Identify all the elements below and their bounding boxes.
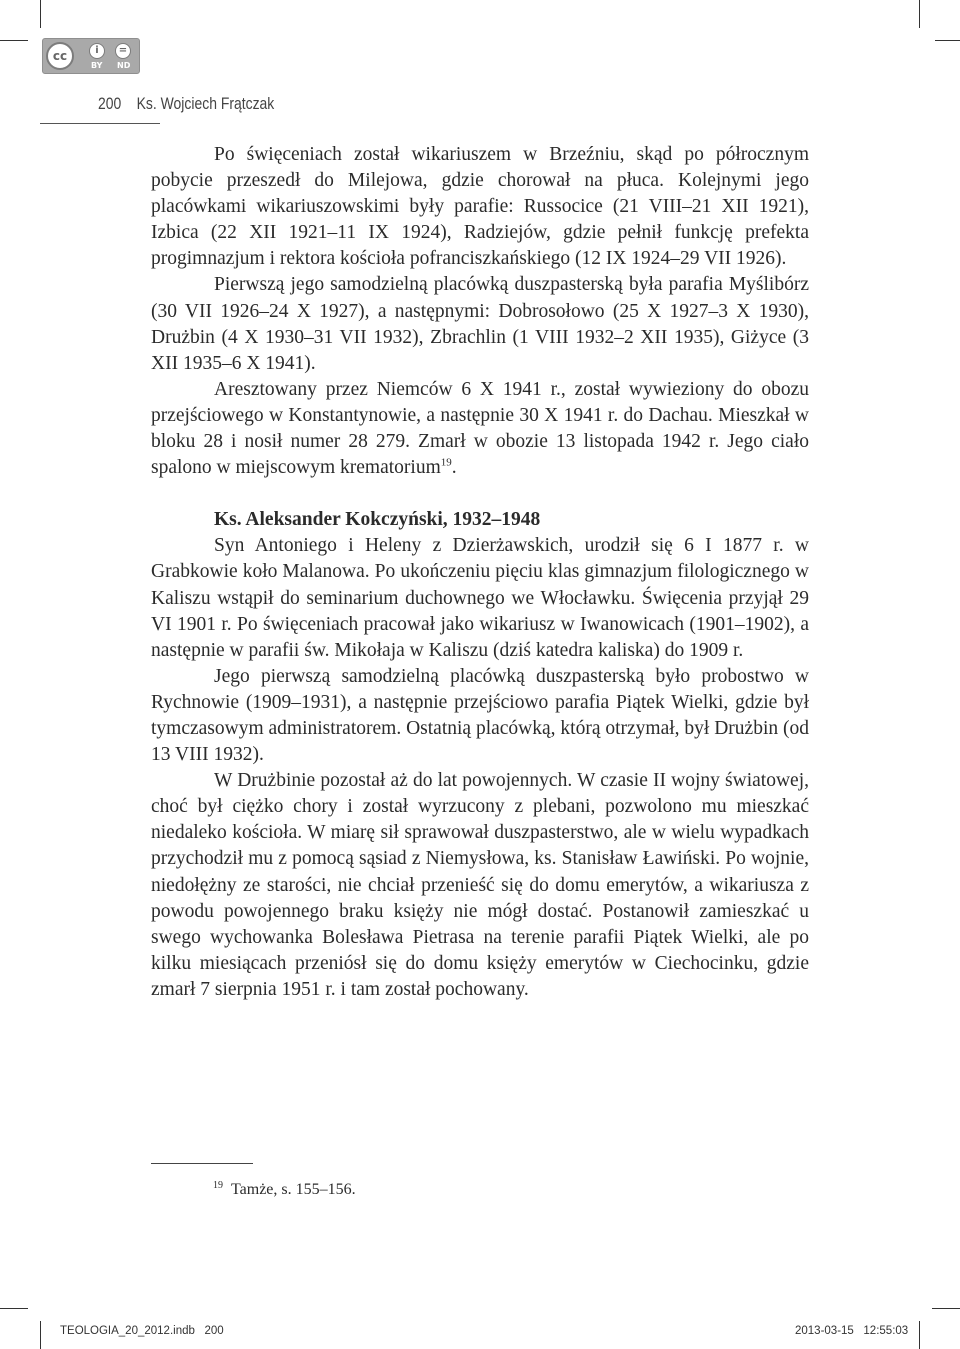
crop-mark [40, 1321, 41, 1349]
paragraph: Syn Antoniego i Heleny z Dzierżawskich, urodził się 6 I 1877 r. w Grabkowie koło Malanowa. Po ukończeniu pięciu klas gimnazjum filologicznego w Kaliszu wstąpił do seminarium duchownego we Włocławku. Święcenia przyjął 29 VI 1901 r. Po święceniach pracował jako wikariusz w Iwanowicach (1901–1902), a następnie w parafii św. Mikołaja w Kaliszu (dziś katedra kaliska) do 1909 r. [151, 535, 809, 661]
paragraph: Aresztowany przez Niemców 6 X 1941 r., został wywieziony do obozu przejściowego w Konstantynowie, a następnie 30 X 1941 r. do Dachau. Mieszkał w bloku 28 i nosił numer 28 279. Zmarł w obozie 13 listopada 1942 r. Jego ciało spalono w miejscowym krematorium$^{19}$. [151, 378, 809, 479]
crop-mark [0, 1308, 28, 1309]
paragraph-text: Aresztowany przez Niemców 6 X 1941 r., został wywieziony do obozu przejściowego w Konstantynowie, a następnie 30 X 1941 r. do Dachau. Mieszkał w bloku 28 i nosił numer 28 279. Zmarł w obozie 13 listopada 1942 r. Jego ciało spalono w miejscowym krematorium [151, 378, 809, 479]
badge-label-by: BY [91, 61, 103, 70]
footnote-reference[interactable]: 19 [440, 456, 452, 469]
paragraph: W Drużbinie pozostał aż do lat powojennych. W czasie II wojny światowej, choć był ciężko chory i został wyrzucony z plebani, pozwolono mu mieszkać niedaleko kościoła. W miarę sił sprawował duszpasterstwo, ale w wielu wypadkach przychodził mu z pomocą sąsiad z Niemysłowa, ks. Stanisław Ławiński. Po wojnie, niedołężny ze starości, nie chciał przenieść się do domu emerytów, a wikariusza z powodu powojennego braku księży nie mógł dostać. Postanowił zamieszkać u swego wychowanka Bolesława Pietrasa na terenie parafii Piątek Wielki, ale po kilku miesiącach przeniósł się do domu księży emerytów w Ciechocinku, gdzie zmarł 7 sierpnia 1951 r. i tam został pochowany. [151, 770, 809, 1000]
attribution-icon: i [89, 43, 105, 59]
crop-mark [919, 0, 920, 28]
footnote [213, 1181, 356, 1199]
print-slug-file: TEOLOGIA_20_2012.indb 200 [60, 1325, 224, 1337]
running-head-author: Ks. Wojciech Frątczak [136, 94, 275, 113]
header-rule [40, 123, 160, 124]
crop-mark [935, 40, 960, 41]
footnote-rule [151, 1163, 253, 1164]
footnote-number: 19 [213, 1179, 223, 1191]
cc-license-badge [42, 38, 140, 74]
body-text [151, 142, 809, 1003]
crop-mark [919, 1321, 920, 1349]
print-slug-timestamp: 2013-03-15 12:55:03 [795, 1325, 909, 1337]
section-heading: Ks. Aleksander Kokczyński, 1932–1948 [214, 509, 541, 531]
crop-mark [932, 1308, 960, 1309]
page-number: 200 [98, 94, 122, 113]
crop-mark [40, 0, 41, 28]
no-derivatives-icon: = [115, 43, 131, 59]
footnote-text: Tamże, s. 155–156. [231, 1181, 356, 1198]
paragraph: Po święceniach został wikariuszem w Brzeźniu, skąd po półrocznym pobycie przeszedł do Milejowa, gdzie chorował na płuca. Kolejnymi jego placówkami wikariuszowskimi były parafie: Russocice (21 VIII–21 XII 1921), Izbica (22 XII 1921–11 IX 1924), Radziejów, gdzie pełnił funkcję prefekta progimnazjum i rektora kościoła pofranciszkańskiego (12 IX 1924–29 VII 1926). [151, 144, 809, 270]
crop-mark [0, 40, 28, 41]
paragraph: Jego pierwszą samodzielną placówką duszpasterską było probostwo w Rychnowie (1909–1931), a następnie przejściowo parafia Piątek Wielki, gdzie był tymczasowym administratorem. Ostatnią placówką, którą otrzymał, był Drużbin (od 13 VIII 1932). [151, 665, 809, 766]
cc-icon: cc [46, 42, 74, 70]
running-head [98, 94, 274, 118]
paragraph: Pierwszą jego samodzielną placówką duszpasterską była parafia Myślibórz (30 VII 1926–24 X 1927), a następnymi: Dobrosołowo (25 X 1927–3 X 1930), Drużbin (4 X 1930–31 VII 1932), Zbrachlin (1 VIII 1932–2 XII 1935), Giżyce (3 XII 1935–6 X 1941). [151, 274, 809, 374]
badge-label-nd: ND [117, 61, 131, 70]
